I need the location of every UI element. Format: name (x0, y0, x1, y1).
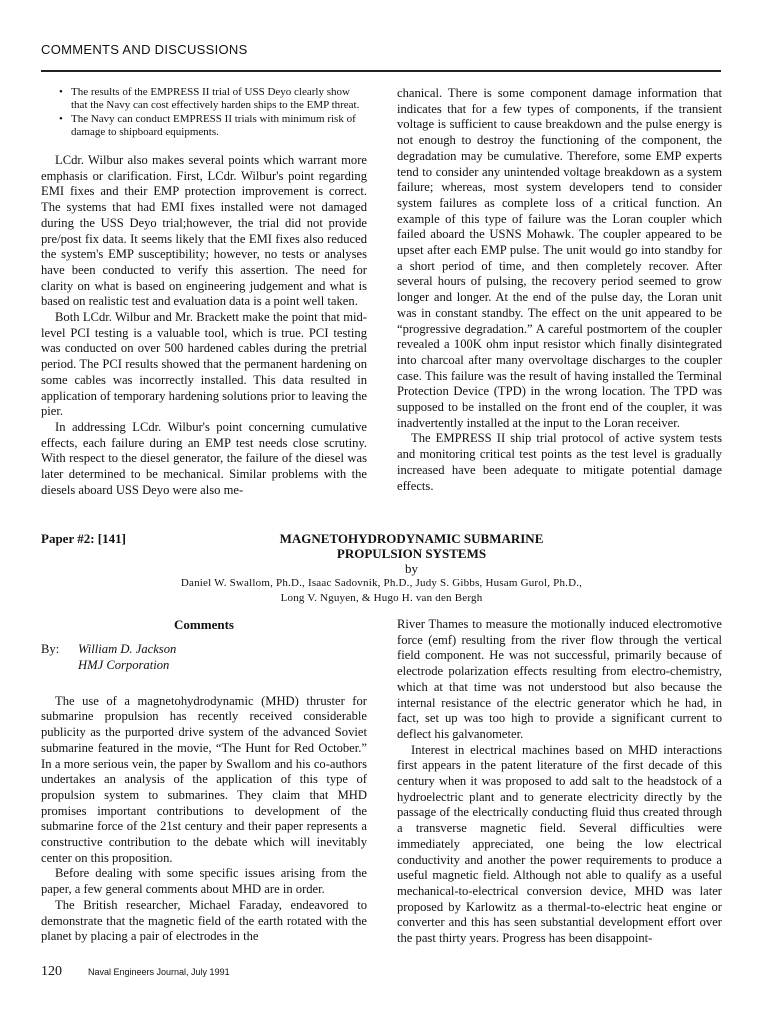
paragraph: LCdr. Wilbur also makes several points which warrant more emphasis or clarification. First, LCdr. Wilbur's point regarding EMI fixes and their EMP protection improvement is correct. The systems that had EMI fixes installed were not damaged during the USS Deyo trial;however, the trial did not provide pre/post fix data. It seems likely that the EMI fixes also reduced the system's EMP susceptibility; however, no tests or analyses have been conducted to verify this assertion. The need for clarity on what is based on engineering judgement and what is based on realistic test and evaluation data is a point well taken. (41, 153, 367, 309)
paragraph: The EMPRESS II ship trial protocol of active system tests and monitoring critical test points as the test level is gradually increased have been adequate to mitigate potential damage effects. (397, 431, 722, 493)
comment-byline (41, 642, 367, 674)
by-label: By: (41, 641, 60, 656)
comment-author: William D. Jackson (78, 641, 177, 656)
paper-title-line-1: MAGNETOHYDRODYNAMIC SUBMARINE (279, 531, 544, 546)
paragraph: The use of a magnetohydrodynamic (MHD) thruster for submarine propulsion has recently received considerable publicity as the purported drive system of the advanced Soviet submarine featured in the movie, “The Hunt for Red October.” In a more serious vein, the paper by Swallom and his co-authors undertakes an analysis of the application of this type of propulsion system to submarines. They claim that MHD promises important contributions to development of the submarine force of the 21st century and their paper represents a constructive contribution to the debate which will inevitably center on this proposition. (41, 693, 367, 865)
header-rule (41, 70, 721, 72)
paragraph: Both LCdr. Wilbur and Mr. Brackett make the point that mid-level PCI testing is a valuable tool, which is true. PCI testing was conducted on over 500 hardened cables during the pretrial period. The PCI results showed that the permanent hardening on some cables was incorrectly installed. This data resulted in application of temporary hardening solutions prior to leaving the pier. (41, 310, 367, 419)
comments-heading: Comments (174, 617, 234, 632)
page-footer (41, 962, 441, 980)
paragraph: Interest in electrical machines based on MHD interactions first appears in the patent literature of the first decade of this century when it was proposed to add salt to the headstock of a hydroelectric plant and to generate electricity directly by the passage of the electrically conducting fluid thus created through a transverse magnetic field. Several difficulties were immediately appreciated, one being the low electrical conductivity and another the power requirements to produce a useful magnetic field. Although not able to qualify as a useful mechanical-to-electrical conversion device, MHD was later proposed by Karlowitz as a thermal-to-electric heat engine or converter and this has seen substantial development effort over the past thirty years. Progress has been disappoint- (397, 742, 722, 946)
paper-header (41, 531, 722, 606)
paragraph: chanical. There is some component damage information that indicates that for a few types of components, if the transient voltage is sufficient to cause breakdown and the pulse energy is not enough to destroy the functioning of the component, the degradation may be cumulative. Therefore, some EMP experts tend to consider any unintended voltage breakdown as a system failure; whereas, most system developers tend to consider system failures as complete loss of a critical function. An example of this type of failure was the Loran coupler which failed aboard the USNS Mohawk. The coupler appeared to be upset after each EMP pulse. The unit would go into standby for a short period of time, and then completely recover. After several hours of pulsing, the recovery period seemed to grow longer and longer. At the end of the pulse day, the Loran unit was in constant standby. The effect on the unit appeared to be “progressive degradation.” A careful postmortem of the coupler revealed a 100K ohm input resistor which finally disintegrated into charcoal after many overvoltage discharges to the coupler case. This failure was the result of having installed the Terminal Protection Device (TPD) in the wrong location. The TPD was supposed to be installed on the front end of the coupler, it was inadvertently installed at the input to the Loran receiver. (397, 86, 722, 430)
paper-title-line-2: PROPULSION SYSTEMS (336, 546, 487, 561)
comment-organization: HMJ Corporation (78, 657, 170, 672)
comments-left-column (41, 617, 367, 945)
bullet-list (41, 86, 367, 139)
bullet-item: • The results of the EMPRESS II trial of USS Deyo clearly show that the Navy can cost effectively harden ships to the EMP threat. (41, 86, 367, 112)
paragraph: In addressing LCdr. Wilbur's point concerning cumulative effects, each failure during an EMP test needs close scrutiny. With respect to the diesel generator, the failure of the diesel was later determined to be mechanical. Similar problems with the diesels aboard USS Deyo were also me- (41, 419, 367, 497)
paper-id: Paper #2: [141] (41, 531, 126, 546)
paragraph: Before dealing with some specific issues arising from the paper, a few general comments about MHD are in order. (41, 866, 367, 897)
comments-right-column (397, 617, 722, 947)
paper-by: by (405, 561, 418, 576)
bullet-item: • The Navy can conduct EMPRESS II trials with minimum risk of damage to shipboard equipments. (41, 113, 367, 139)
paper-authors-line-1: Daniel W. Swallom, Ph.D., Isaac Sadovnik, Ph.D., Judy S. Gibbs, Husam Gurol, Ph.D., (180, 577, 583, 589)
top-left-column (41, 86, 367, 498)
paragraph: The British researcher, Michael Faraday, endeavored to demonstrate that the magnetic field of the earth rotated with the planet by placing a pair of electrodes in the (41, 897, 367, 944)
journal-citation: Naval Engineers Journal, July 1991 (88, 967, 230, 977)
paragraph: River Thames to measure the motionally induced electromotive force (emf) resulting from the river flow through the vertical field component. He was not successful, primarily because of electrode polarization effects resulting from electro-chemistry, which at that time was not understood but also because the internal resistance of the electric generator which he had, in fact, set up was too high to provide a significant current to deflect his galvanometer. (397, 617, 722, 741)
running-head: COMMENTS AND DISCUSSIONS (41, 42, 248, 57)
top-right-column (397, 86, 722, 494)
paper-authors-line-2: Long V. Nguyen, & Hugo H. van den Bergh (280, 592, 483, 604)
page-number: 120 (41, 964, 62, 979)
